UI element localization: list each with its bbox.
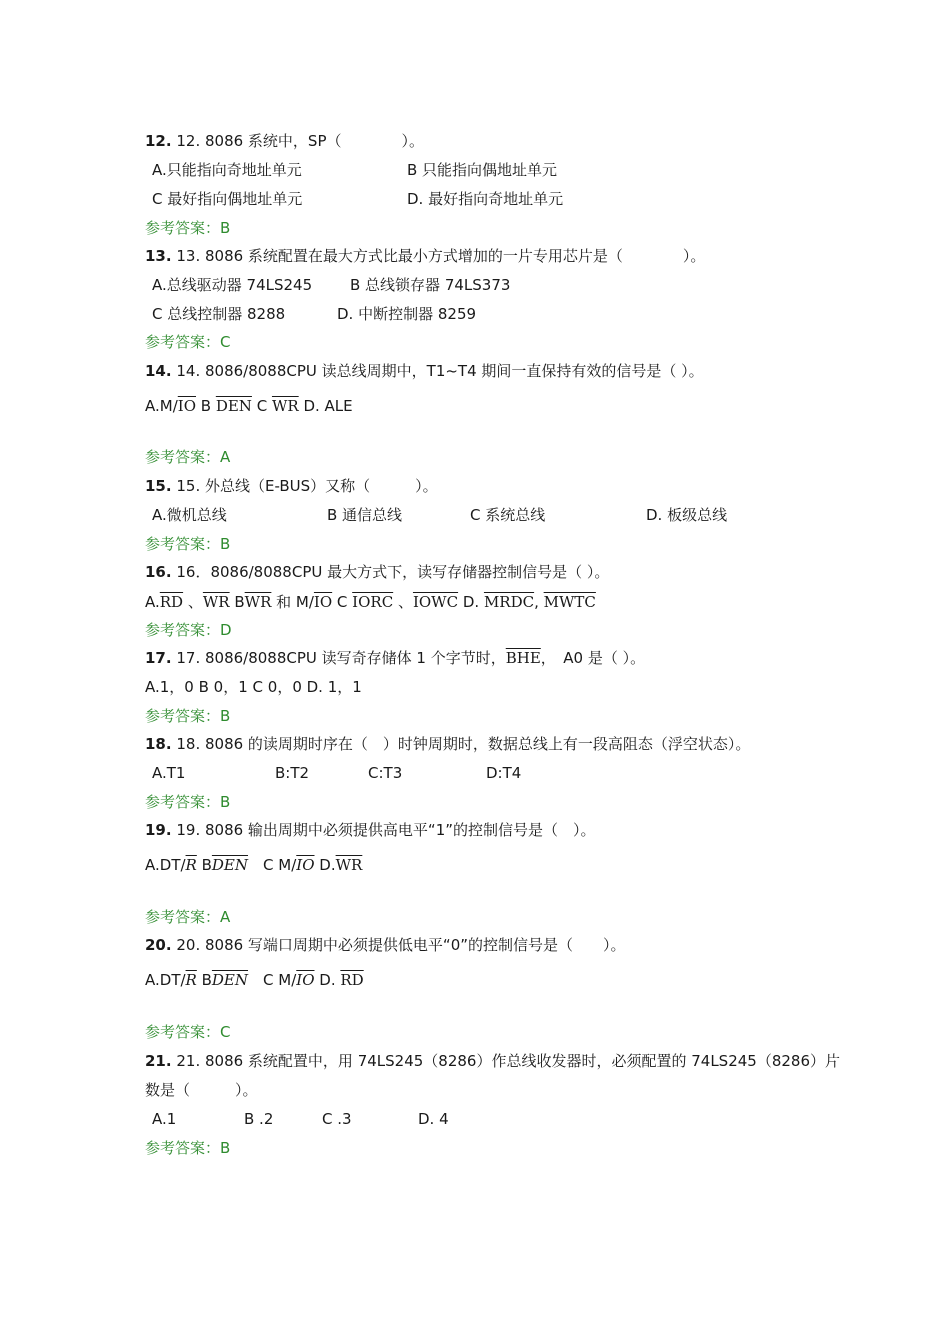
signal-mwtc: MWTC xyxy=(543,593,596,611)
question-19-options: $A.DT/\overline{R}$ $B\overline{DEN}$ C $M/\overline{IO}$ $D.\overline{WR}$ xyxy=(145,856,363,874)
question-13-option-d: D. 中断控制器 8259 xyxy=(337,305,477,323)
question-19-stem: 19. 19. 8086 输出周期中必须提供高电平“1”的控制信号是（ ）。 xyxy=(145,821,596,839)
signal-rd: $\overline{RD}$ xyxy=(340,971,364,989)
question-16-stem: 16. 16．8086/8088CPU 最大方式下，读写存储器控制信号是（ ）。 xyxy=(145,563,610,581)
question-15-option-a: A.微机总线 xyxy=(152,506,227,524)
signal-den: $\overline{DEN}$ xyxy=(215,397,252,415)
question-13-option-c: C 总线控制器 8288 xyxy=(152,305,286,323)
signal-wr: $\overline{WR}$ xyxy=(202,593,230,611)
signal-wr: $\overline{WR}$ xyxy=(244,593,272,611)
question-17-answer: 参考答案：B xyxy=(145,707,231,725)
question-18-option-a: A.T1 xyxy=(152,764,186,782)
question-12-option-b: B 只能指向偶地址单元 xyxy=(407,161,558,179)
signal-den: $\overline{DEN}$ xyxy=(211,856,249,874)
question-17-stem: 17. 17. 8086/8088CPU 读写奇存储体 1 个字节时，$\overline{BHE}$， A0 是（ ）。 xyxy=(145,649,646,667)
question-19-answer: 参考答案：A xyxy=(145,908,231,926)
question-12-stem: 12. 12. 8086 系统中，SP（ ）。 xyxy=(145,132,424,150)
question-18-option-b: B:T2 xyxy=(275,764,310,782)
question-15-stem: 15. 15. 外总线（E-BUS）又称（ ）。 xyxy=(145,477,438,495)
question-13-stem: 13. 13. 8086 系统配置在最大方式比最小方式增加的一片专用芯片是（ ）。 xyxy=(145,247,706,265)
signal-den: $\overline{DEN}$ xyxy=(211,971,249,989)
question-21-option-a: A.1 xyxy=(152,1110,177,1128)
question-17-options: A.1，0 B 0，1 C 0，0 D. 1，1 xyxy=(145,678,362,696)
question-15-option-b: B 通信总线 xyxy=(327,506,403,524)
question-12-option-a: A.只能指向奇地址单元 xyxy=(152,161,302,179)
signal-rd: $\overline{RD}$ xyxy=(159,593,184,611)
question-13-option-b: B 总线锁存器 74LS373 xyxy=(350,276,511,294)
question-13-option-a: A.总线驱动器 74LS245 xyxy=(152,276,313,294)
signal-io: $\overline{IO}$ xyxy=(313,593,333,611)
question-15-option-c: C 系统总线 xyxy=(470,506,546,524)
question-18-stem: 18. 18. 8086 的读周期时序在（ ）时钟周期时，数据总线上有一段高阻态（浮空状态）。 xyxy=(145,735,751,753)
question-18-option-c: C:T3 xyxy=(368,764,403,782)
question-18-answer: 参考答案：B xyxy=(145,793,231,811)
question-20-answer: 参考答案：C xyxy=(145,1023,231,1041)
question-14-stem: 14. 14. 8086/8088CPU 读总线周期中，T1~T4 期间一直保持有效的信号是（ ）。 xyxy=(145,362,704,380)
question-16-answer: 参考答案：D xyxy=(145,621,232,639)
question-12-option-d: D. 最好指向奇地址单元 xyxy=(407,190,564,208)
signal-iowc: IOWC xyxy=(412,593,459,611)
question-16-options: $A.\overline{RD}$ 、$\overline{WR}$ $B\overline{WR}$ 和 $M/\overline{IO}$ C IORC 、IOWC D. MRDC, MWTC xyxy=(145,593,596,611)
question-21-option-d: D. 4 xyxy=(418,1110,449,1128)
signal-wr: $\overline{WR}$ xyxy=(335,856,363,874)
question-21-option-c: C .3 xyxy=(322,1110,352,1128)
question-18-option-d: D:T4 xyxy=(486,764,522,782)
signal-wr: $\overline{WR}$ xyxy=(271,397,299,415)
question-21-stem-continued: 数是（ ）。 xyxy=(145,1081,258,1099)
signal-bhe: $\overline{BHE}$ xyxy=(505,649,541,667)
signal-iorc: IORC xyxy=(352,593,394,611)
signal-io: $\overline{IO}$ xyxy=(296,971,315,989)
question-20-stem: 20. 20. 8086 写端口周期中必须提供低电平“0”的控制信号是（ ）。 xyxy=(145,936,626,954)
question-12-option-c: C 最好指向偶地址单元 xyxy=(152,190,303,208)
signal-r: $\overline{R}$ xyxy=(185,856,197,874)
question-15-answer: 参考答案：B xyxy=(145,535,231,553)
question-15-option-d: D. 板级总线 xyxy=(646,506,728,524)
signal-mrdc: MRDC xyxy=(483,593,535,611)
signal-io: $\overline{IO}$ xyxy=(177,397,196,415)
question-21-answer: 参考答案：B xyxy=(145,1139,231,1157)
question-12-answer: 参考答案：B xyxy=(145,219,231,237)
question-20-options: $A.DT/\overline{R}$ $B\overline{DEN}$ C $M/\overline{IO}$ D. $\overline{RD}$ xyxy=(145,971,364,989)
question-21-option-b: B .2 xyxy=(244,1110,274,1128)
question-13-answer: 参考答案：C xyxy=(145,333,231,351)
question-14-options: $A.M/\overline{IO}$ B $\overline{DEN}$ C $\overline{WR}$ D. ALE xyxy=(145,397,353,415)
signal-r: $\overline{R}$ xyxy=(185,971,197,989)
question-14-answer: 参考答案：A xyxy=(145,448,231,466)
question-21-stem: 21. 21. 8086 系统配置中，用 74LS245（8286）作总线收发器时，必须配置的 74LS245（8286）片 xyxy=(145,1052,841,1070)
signal-io: $\overline{IO}$ xyxy=(296,856,315,874)
